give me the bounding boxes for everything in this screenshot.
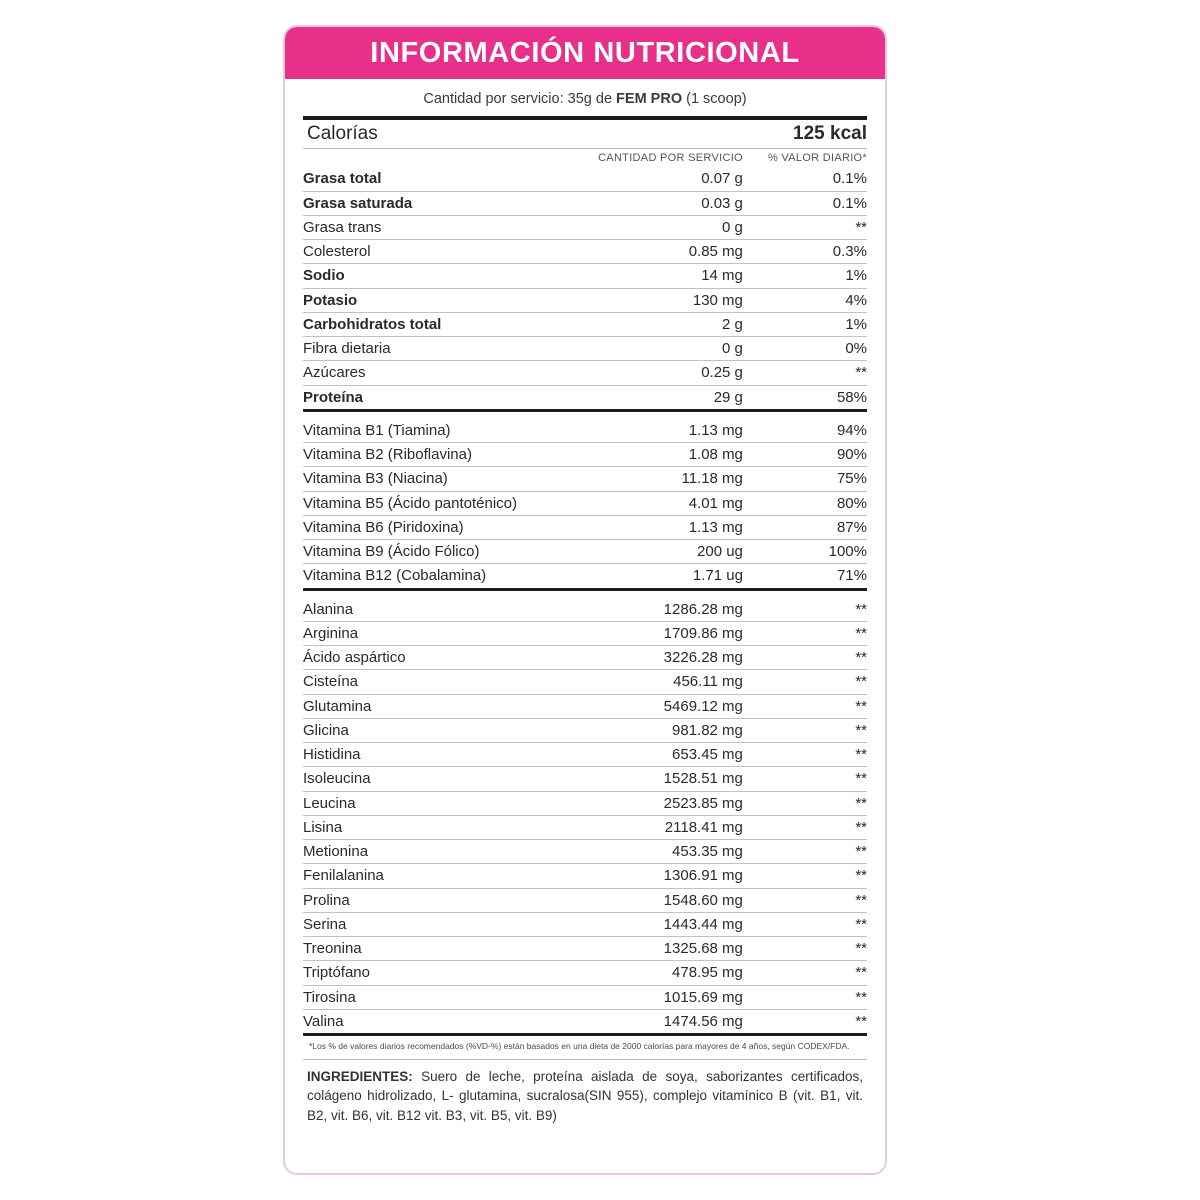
ingredients-text: Suero de leche, proteína aislada de soya, saborizantes certificados, colágeno hidrolizado, L- glutamina, sucralosa(SIN 955), complejo vitamínico B (vit. B1, vit. B2, vit. B6, vit. B12 vit. B3, vit. B5, vit. B9) — [307, 1068, 863, 1123]
row-nutrient-name: Triptófano — [303, 961, 585, 985]
table-row — [303, 791, 867, 815]
row-nutrient-name: Tirosina — [303, 985, 585, 1009]
row-daily-value: ** — [743, 598, 867, 622]
table-row — [303, 467, 867, 491]
row-amount-value: 1015.69 mg — [585, 985, 743, 1009]
product-name: FEM PRO — [616, 91, 683, 107]
row-daily-value: 87% — [743, 515, 867, 539]
row-amount-value: 1.13 mg — [585, 419, 743, 443]
table-row — [303, 718, 867, 742]
table-row — [303, 743, 867, 767]
row-amount-value: 0 g — [585, 337, 743, 361]
column-header-amount: CANTIDAD POR SERVICIO — [598, 151, 743, 164]
table-row — [303, 564, 867, 588]
table-row — [303, 888, 867, 912]
row-daily-value: ** — [743, 215, 867, 239]
row-nutrient-name: Sodio — [303, 264, 585, 288]
calories-value: 125 kcal — [793, 123, 867, 144]
table-row — [303, 191, 867, 215]
amino-acids-table — [303, 598, 867, 1034]
row-nutrient-name: Prolina — [303, 888, 585, 912]
table-row — [303, 621, 867, 645]
row-amount-value: 0.25 g — [585, 361, 743, 385]
table-row — [303, 815, 867, 839]
row-daily-value: ** — [743, 621, 867, 645]
vitamins-body — [303, 419, 867, 588]
row-daily-value: ** — [743, 864, 867, 888]
table-row — [303, 985, 867, 1009]
row-daily-value: ** — [743, 937, 867, 961]
row-amount-value: 14 mg — [585, 264, 743, 288]
row-daily-value: ** — [743, 888, 867, 912]
row-amount-value: 2 g — [585, 312, 743, 336]
row-nutrient-name: Grasa saturada — [303, 191, 585, 215]
row-amount-value: 5469.12 mg — [585, 694, 743, 718]
row-amount-value: 981.82 mg — [585, 718, 743, 742]
macros-table — [303, 149, 867, 409]
table-row — [303, 385, 867, 409]
ingredients-section — [303, 1060, 867, 1132]
row-amount-value: 1528.51 mg — [585, 767, 743, 791]
row-nutrient-name: Glutamina — [303, 694, 585, 718]
table-row — [303, 864, 867, 888]
row-nutrient-name: Grasa trans — [303, 215, 585, 239]
macros-body — [303, 167, 867, 409]
row-nutrient-name: Vitamina B5 (Ácido pantoténico) — [303, 491, 585, 515]
row-amount-value: 478.95 mg — [585, 961, 743, 985]
table-row — [303, 515, 867, 539]
row-nutrient-name: Azúcares — [303, 361, 585, 385]
table-row — [303, 646, 867, 670]
amino-acids-body — [303, 598, 867, 1034]
table-row — [303, 312, 867, 336]
row-daily-value: 0.1% — [743, 167, 867, 191]
table-row — [303, 361, 867, 385]
row-amount-value: 456.11 mg — [585, 670, 743, 694]
row-nutrient-name: Vitamina B6 (Piridoxina) — [303, 515, 585, 539]
serving-prefix: Cantidad por servicio: 35g de — [423, 91, 617, 107]
row-daily-value: 1% — [743, 264, 867, 288]
table-row — [303, 443, 867, 467]
row-nutrient-name: Alanina — [303, 598, 585, 622]
row-daily-value: ** — [743, 912, 867, 936]
label-body — [285, 79, 885, 1131]
row-nutrient-name: Glicina — [303, 718, 585, 742]
serving-suffix: (1 scoop) — [682, 91, 747, 107]
row-nutrient-name: Lisina — [303, 815, 585, 839]
row-nutrient-name: Ácido aspártico — [303, 646, 585, 670]
row-daily-value: ** — [743, 961, 867, 985]
nutrition-facts-label — [283, 25, 887, 1175]
row-nutrient-name: Histidina — [303, 743, 585, 767]
gap-vitamins — [303, 412, 867, 419]
row-daily-value: ** — [743, 670, 867, 694]
table-row — [303, 264, 867, 288]
serving-size-line — [303, 79, 867, 116]
row-daily-value: ** — [743, 791, 867, 815]
table-row — [303, 1009, 867, 1033]
row-nutrient-name: Treonina — [303, 937, 585, 961]
column-headers — [303, 149, 867, 168]
row-nutrient-name: Potasio — [303, 288, 585, 312]
table-row — [303, 961, 867, 985]
row-amount-value: 1709.86 mg — [585, 621, 743, 645]
row-amount-value: 130 mg — [585, 288, 743, 312]
row-nutrient-name: Valina — [303, 1012, 344, 1030]
row-daily-value: ** — [743, 840, 867, 864]
calories-table — [303, 120, 867, 148]
row-daily-value: 100% — [743, 540, 867, 564]
row-amount-value: 1548.60 mg — [585, 888, 743, 912]
row-nutrient-name: Proteína — [303, 388, 364, 406]
row-amount-value: 0 g — [585, 215, 743, 239]
row-nutrient-name: Vitamina B1 (Tiamina) — [303, 419, 585, 443]
row-daily-value: ** — [743, 985, 867, 1009]
row-nutrient-name: Cisteína — [303, 670, 585, 694]
table-row — [303, 540, 867, 564]
table-row — [303, 912, 867, 936]
vitamins-table — [303, 419, 867, 588]
daily-value-footnote: *Los % de valores diarios recomendados (%VD-%) están basados en una dieta de 2000 calorías para mayores de 4 años, según CODEX/FDA. — [309, 1041, 850, 1052]
row-amount-value: 1443.44 mg — [585, 912, 743, 936]
row-daily-value: 94% — [743, 419, 867, 443]
row-amount-value: 2523.85 mg — [585, 791, 743, 815]
row-amount-value: 3226.28 mg — [585, 646, 743, 670]
row-amount-value: 200 ug — [585, 540, 743, 564]
row-amount-value: 1306.91 mg — [585, 864, 743, 888]
table-row — [303, 598, 867, 622]
row-daily-value: 0% — [743, 337, 867, 361]
row-daily-value: ** — [743, 815, 867, 839]
row-daily-value: 75% — [743, 467, 867, 491]
row-nutrient-name: Grasa total — [303, 167, 585, 191]
column-header-spacer — [303, 149, 585, 168]
ingredients-label: INGREDIENTES: — [307, 1068, 413, 1084]
row-nutrient-name: Vitamina B3 (Niacina) — [303, 467, 585, 491]
table-row-calories — [303, 120, 867, 148]
table-row — [303, 767, 867, 791]
column-header-daily-value: % VALOR DIARIO* — [767, 151, 867, 164]
page-title: INFORMACIÓN NUTRICIONAL — [370, 36, 800, 69]
calories-label: Calorías — [307, 123, 378, 144]
row-nutrient-name: Leucina — [303, 791, 585, 815]
row-amount-value: 1474.56 mg — [663, 1012, 743, 1030]
row-nutrient-name: Vitamina B9 (Ácido Fólico) — [303, 540, 585, 564]
table-row — [303, 840, 867, 864]
row-daily-value: 80% — [743, 491, 867, 515]
label-header — [285, 27, 885, 79]
row-daily-value: ** — [743, 767, 867, 791]
row-daily-value: 0.3% — [743, 240, 867, 264]
row-nutrient-name: Vitamina B2 (Riboflavina) — [303, 443, 585, 467]
row-daily-value: 71% — [836, 567, 867, 585]
row-nutrient-name: Metionina — [303, 840, 585, 864]
table-row — [303, 215, 867, 239]
row-nutrient-name: Fibra dietaria — [303, 337, 585, 361]
row-nutrient-name: Colesterol — [303, 240, 585, 264]
row-amount-value: 4.01 mg — [585, 491, 743, 515]
row-amount-value: 0.07 g — [585, 167, 743, 191]
row-daily-value: ** — [743, 694, 867, 718]
row-daily-value: 58% — [836, 388, 867, 406]
row-daily-value: ** — [743, 646, 867, 670]
table-row — [303, 419, 867, 443]
row-amount-value: 1.71 ug — [692, 567, 743, 585]
table-row — [303, 694, 867, 718]
table-row — [303, 491, 867, 515]
table-row — [303, 288, 867, 312]
row-amount-value: 11.18 mg — [585, 467, 743, 491]
row-amount-value: 1325.68 mg — [585, 937, 743, 961]
table-row — [303, 337, 867, 361]
row-amount-value: 29 g — [713, 388, 743, 406]
row-daily-value: ** — [743, 743, 867, 767]
row-nutrient-name: Carbohidratos total — [303, 312, 585, 336]
row-amount-value: 653.45 mg — [585, 743, 743, 767]
row-amount-value: 1.08 mg — [585, 443, 743, 467]
row-daily-value: 0.1% — [743, 191, 867, 215]
row-daily-value: 90% — [743, 443, 867, 467]
row-nutrient-name: Arginina — [303, 621, 585, 645]
row-amount-value: 1.13 mg — [585, 515, 743, 539]
row-daily-value: ** — [855, 1012, 867, 1030]
row-daily-value: ** — [743, 361, 867, 385]
row-daily-value: ** — [743, 718, 867, 742]
table-row — [303, 167, 867, 191]
row-amount-value: 453.35 mg — [585, 840, 743, 864]
row-nutrient-name: Isoleucina — [303, 767, 585, 791]
row-amount-value: 0.85 mg — [585, 240, 743, 264]
table-row — [303, 937, 867, 961]
gap-aminos — [303, 591, 867, 598]
table-row — [303, 240, 867, 264]
table-row — [303, 670, 867, 694]
row-nutrient-name: Serina — [303, 912, 585, 936]
row-nutrient-name: Vitamina B12 (Cobalamina) — [303, 567, 487, 585]
row-daily-value: 1% — [743, 312, 867, 336]
row-amount-value: 1286.28 mg — [585, 598, 743, 622]
row-daily-value: 4% — [743, 288, 867, 312]
row-nutrient-name: Fenilalanina — [303, 864, 585, 888]
row-amount-value: 2118.41 mg — [585, 815, 743, 839]
row-amount-value: 0.03 g — [585, 191, 743, 215]
